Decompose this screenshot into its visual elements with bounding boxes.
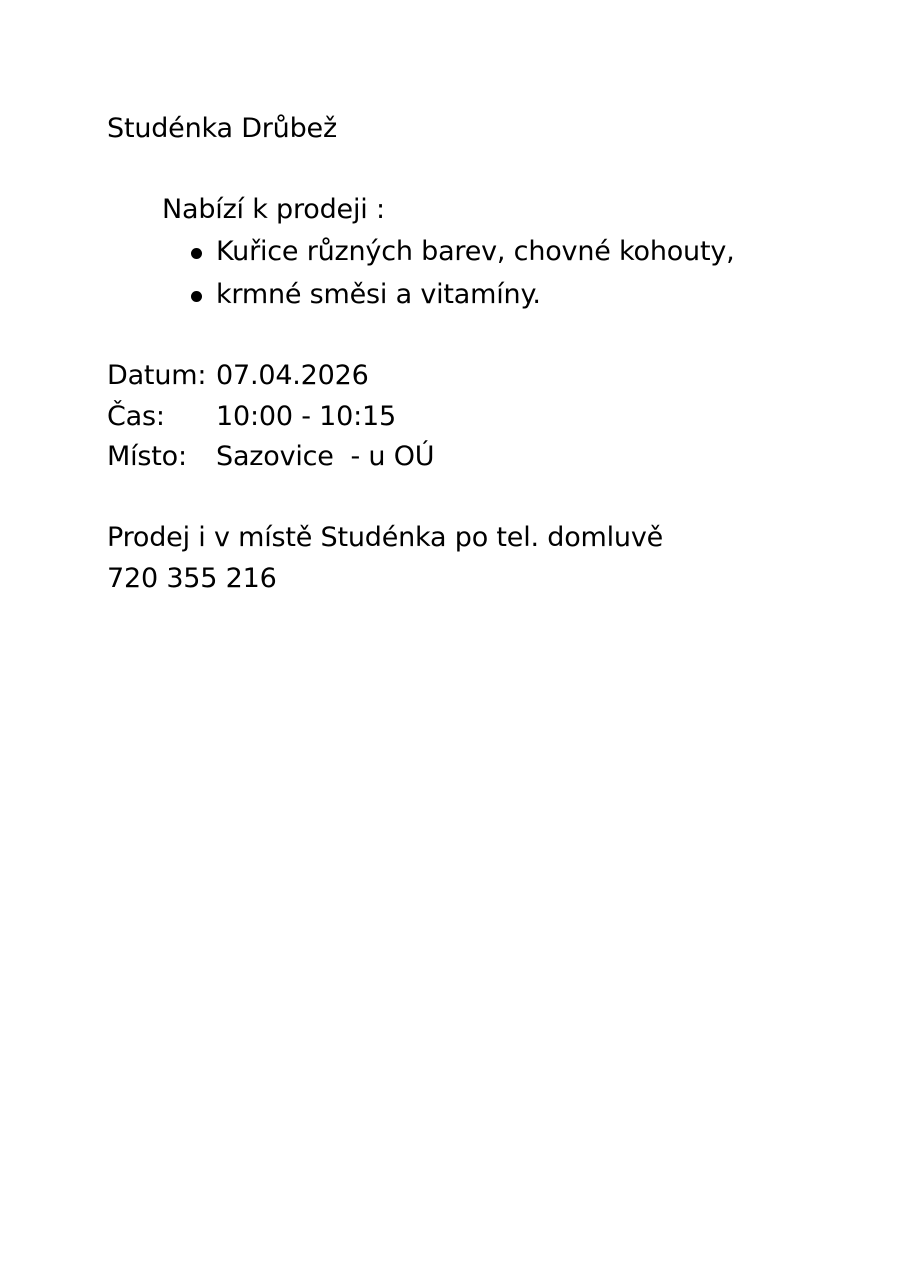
time-value: 10:00 - 10:15	[216, 401, 396, 432]
company-name: Studénka Drůbež	[107, 113, 337, 144]
offer-item-text: Kuřice různých barev, chovné kohouty,	[216, 236, 735, 267]
bullet-icon	[191, 291, 202, 302]
phone-number: 720 355 216	[107, 563, 277, 594]
date-label: Datum:	[107, 360, 207, 391]
place-value: Sazovice - u OÚ	[216, 441, 435, 472]
offer-heading: Nabízí k prodeji :	[162, 194, 385, 225]
offer-item-text: krmné směsi a vitamíny.	[216, 279, 541, 310]
sale-note: Prodej i v místě Studénka po tel. domluvě	[107, 522, 664, 553]
date-value: 07.04.2026	[216, 360, 369, 391]
bullet-icon	[191, 248, 202, 259]
place-label: Místo:	[107, 441, 187, 472]
time-label: Čas:	[107, 401, 165, 432]
